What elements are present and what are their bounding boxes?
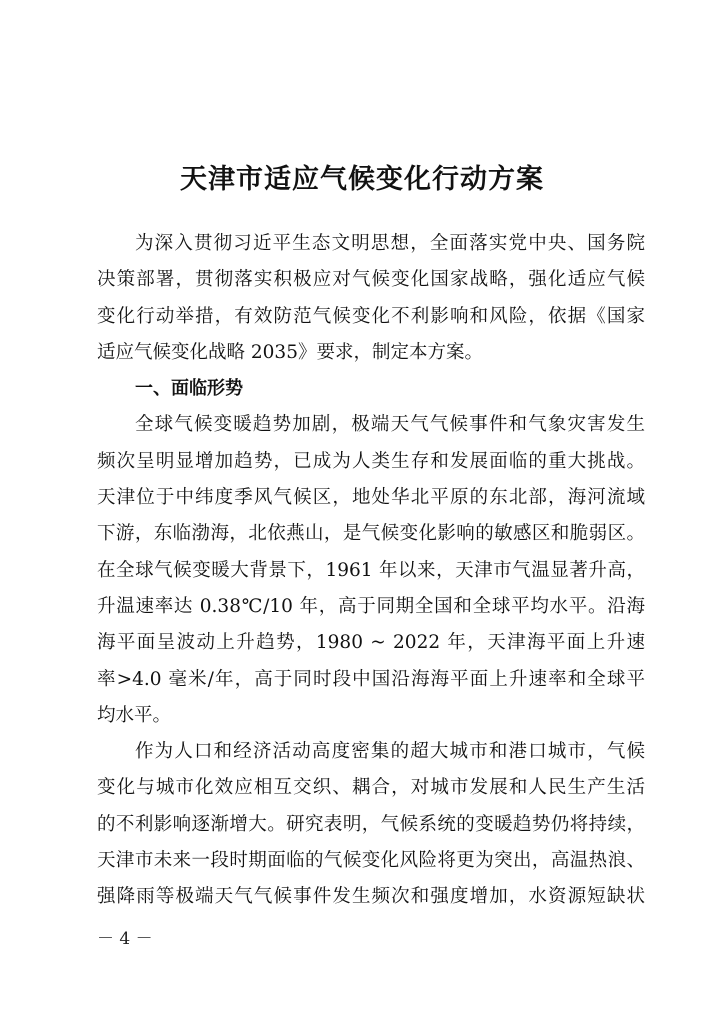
paragraph-line: 率>4.0 毫米/年，高于同时段中国沿海海平面上升速率和全球平 [97,668,645,690]
paragraph-line: 升温速率达 0.38℃/10 年，高于同期全国和全球平均水平。沿海 [97,595,645,617]
paragraph-line: 变化行动举措，有效防范气候变化不利影响和风险，依据《国家 [97,305,645,327]
section-heading: 一、面临形势 [135,378,243,400]
paragraph-line: 决策部署，贯彻落实积极应对气候变化国家战略，强化适应气候 [97,269,645,291]
paragraph-line: 作为人口和经济活动高度密集的超大城市和港口城市，气候 [135,741,645,763]
paragraph-line: 在全球气候变暖大背景下，1961 年以来，天津市气温显著升高， [97,559,645,581]
paragraph-line: 下游，东临渤海，北依燕山，是气候变化影响的敏感区和脆弱区。 [97,523,645,545]
paragraph-line: 全球气候变暖趋势加剧，极端天气气候事件和气象灾害发生 [135,414,645,436]
paragraph-line: 的不利影响逐渐增大。研究表明，气候系统的变暖趋势仍将持续， [97,813,645,835]
paragraph-line: 天津市未来一段时期面临的气候变化风险将更为突出，高温热浪、 [97,850,645,872]
paragraph-line: 适应气候变化战略 2035》要求，制定本方案。 [97,341,483,363]
page-number: － 4 － [97,929,153,949]
document-title: 天津市适应气候变化行动方案 [180,164,544,195]
paragraph-line: 强降雨等极端天气气候事件发生频次和强度增加，水资源短缺状 [97,886,645,908]
paragraph-line: 变化与城市化效应相互交织、耦合，对城市发展和人民生产生活 [97,777,645,799]
paragraph-line: 为深入贯彻习近平生态文明思想，全面落实党中央、国务院 [135,233,645,254]
paragraph-line: 频次呈明显增加趋势，已成为人类生存和发展面临的重大挑战。 [97,450,645,472]
paragraph-line: 天津位于中纬度季风气候区，地处华北平原的东北部，海河流域 [97,487,645,509]
body-text [97,226,645,916]
paragraph-line: 海平面呈波动上升趋势，1980 ~ 2022 年，天津海平面上升速 [97,632,645,654]
paragraph-line: 均水平。 [97,704,172,726]
